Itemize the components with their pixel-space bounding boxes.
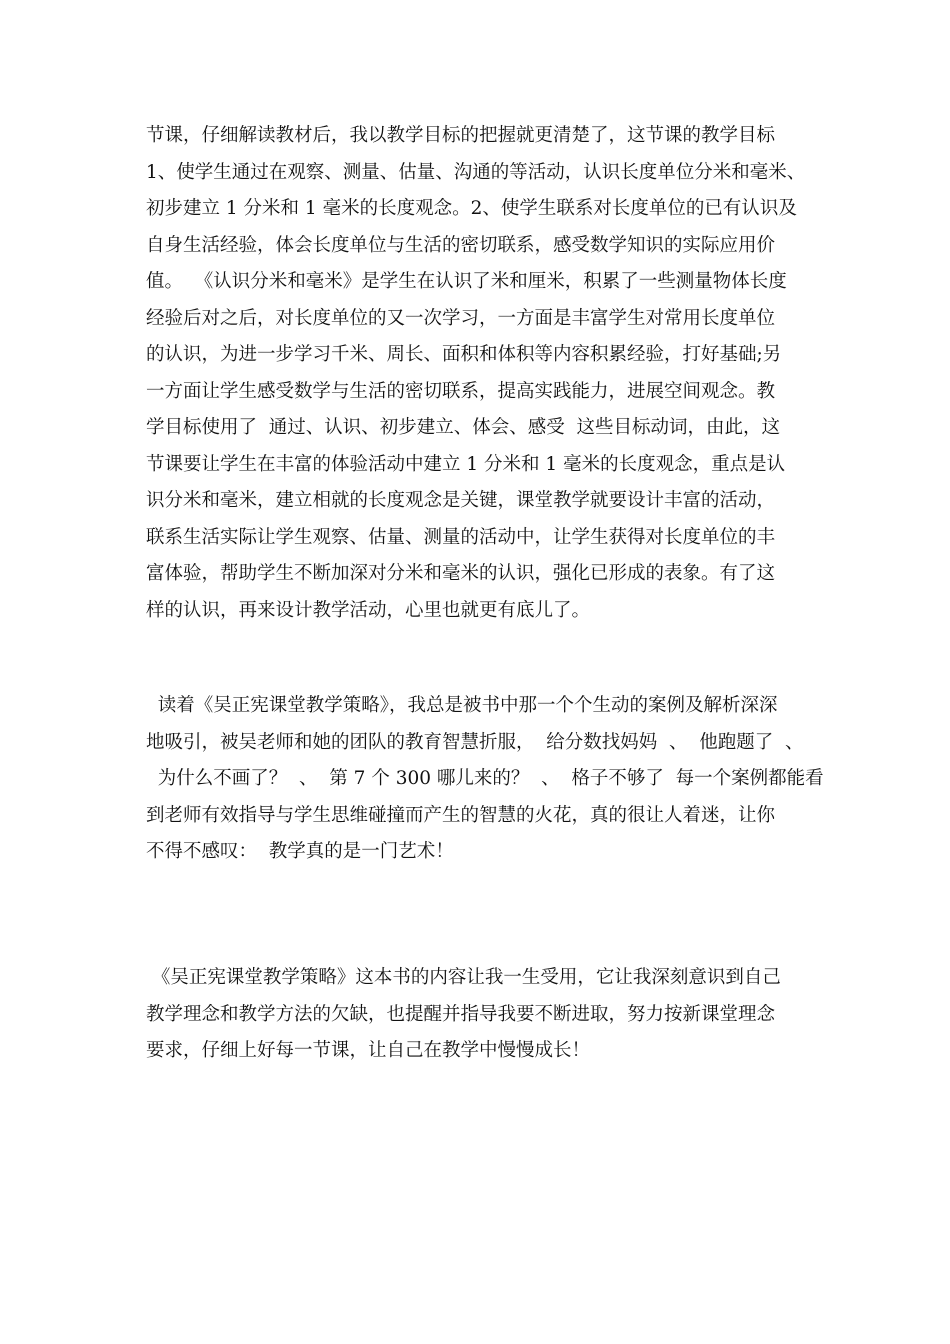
paragraph-conclusion [146, 960, 781, 1070]
text-line: 读着《吴正宪课堂教学策略》，我总是被书中那一个个生动的案例及解析深深 [146, 695, 778, 716]
text-line: 样的认识，再来设计教学活动，心里也就更有底儿了。 [146, 599, 591, 621]
text-line: 到老师有效指导与学生思维碰撞而产生的智慧的火花，真的很让人着迷，让你 [146, 804, 776, 826]
text-line: 联系生活实际让学生观察、估量、测量的活动中，让学生获得对长度单位的丰 [146, 526, 776, 548]
text-line: 的认识，为进一步学习千米、周长、面积和体积等内容积累经验，打好基础;另 [146, 344, 782, 365]
text-line: 《吴正宪课堂教学策略》这本书的内容让我一生受用，它让我深刻意识到自己 [146, 967, 781, 988]
text-line: 教学理念和教学方法的欠缺，也提醒并指导我要不断进取，努力按新课堂理念 [146, 1003, 776, 1025]
text-line: 要求，仔细上好每一节课，让自己在教学中慢慢成长！ [146, 1040, 591, 1061]
text-line: 一方面让学生感受数学与生活的密切联系，提高实践能力，进展空间观念。教 [146, 380, 776, 402]
text-line: 经验后对之后，对长度单位的又一次学习，一方面是丰富学生对常用长度单位 [146, 307, 776, 329]
text-line: 富体验，帮助学生不断加深对分米和毫米的认识，强化已形成的表象。有了这 [146, 563, 776, 584]
text-line: 1、使学生通过在观察、测量、估量、沟通的等活动，认识长度单位分米和毫米、 [146, 161, 806, 183]
text-line: 学目标使用了 通过、认识、初步建立、体会、感受 这些目标动词，由此，这 [146, 417, 781, 438]
text-line: 初步建立 1 分米和 1 毫米的长度观念。2、使学生联系对长度单位的已有认识及 [146, 198, 797, 219]
text-line: 识分米和毫米，建立相就的长度观念是关键，课堂教学就要设计丰富的活动， [146, 490, 776, 511]
text-line: 为什么不画了？ 、 第 7 个 300 哪儿来的？ 、 格子不够了 每一个案例都能看 [146, 768, 824, 789]
text-line: 地吸引，被吴老师和她的团队的教育智慧折服， 给分数找妈妈 、 他跑题了 、 [146, 731, 804, 753]
text-line: 不得不感叹： 教学真的是一门艺术！ [146, 841, 454, 862]
text-line: 值。 《认识分米和毫米》是学生在认识了米和厘米，积累了一些测量物体长度 [146, 271, 787, 292]
text-line: 自身生活经验，体会长度单位与生活的密切联系，感受数学知识的实际应用价 [146, 234, 776, 256]
paragraph-teaching-objectives [146, 118, 805, 629]
paragraph-book-reading [146, 688, 824, 871]
text-line: 节课要让学生在丰富的体验活动中建立 1 分米和 1 毫米的长度观念，重点是认 [146, 453, 786, 475]
text-line: 节课，仔细解读教材后，我以教学目标的把握就更清楚了，这节课的教学目标 [146, 125, 776, 146]
